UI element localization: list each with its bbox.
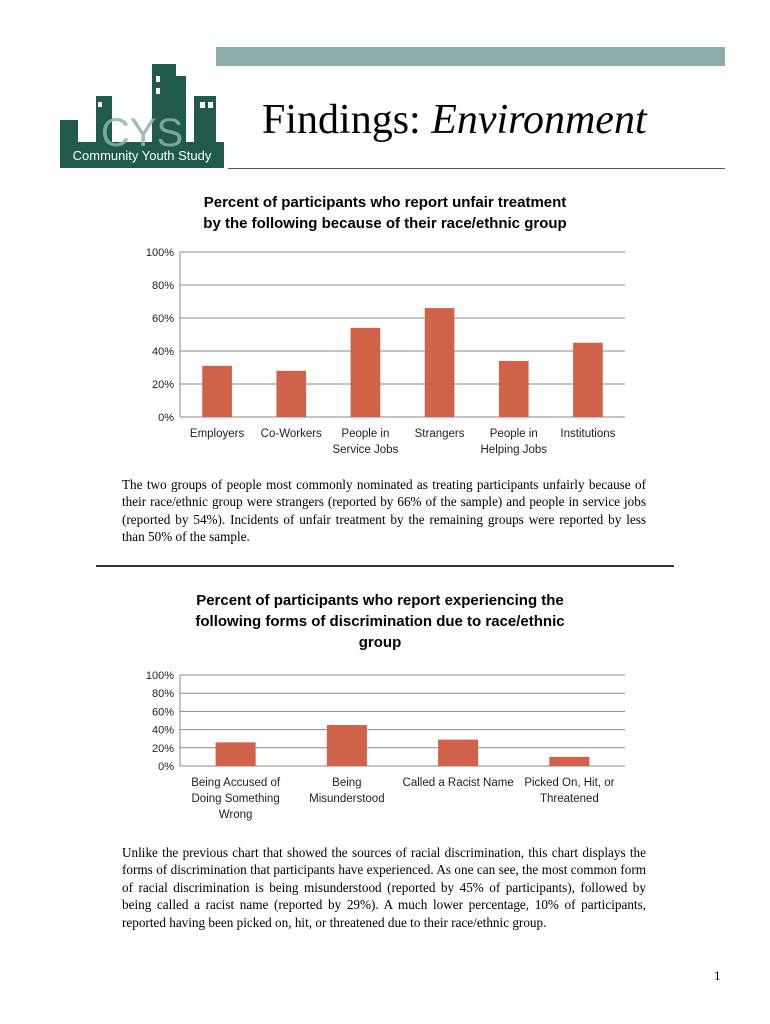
chart-1-bar (573, 343, 603, 417)
header-accent-bar (216, 47, 725, 66)
page-number: 1 (714, 968, 721, 983)
chart-1-y-tick-label: 40% (151, 346, 174, 358)
chart-1-bar (425, 308, 455, 417)
chart-2-category-label: Doing Something (191, 793, 280, 805)
chart-1-y-tick-label: 20% (151, 379, 174, 391)
chart-1-y-tick-label: 0% (158, 412, 174, 424)
chart-2-bar (438, 740, 478, 766)
chart-2-category-label: Called a Racist Name (402, 777, 514, 789)
chart-1-y-tick-label: 100% (145, 247, 174, 259)
section-divider (96, 565, 674, 567)
chart-1-title-line-2: by the following because of their race/ethnic group (203, 215, 567, 232)
chart-1-title-line-1: Percent of participants who report unfair treatment (203, 194, 567, 211)
chart-2-category-label: Threatened (539, 793, 599, 805)
chart-2-category-label: Being Accused of (191, 777, 281, 789)
chart-1-category-label: Institutions (560, 428, 616, 440)
page-title-plain: Findings: (262, 97, 432, 143)
chart-1-category-label: People in (489, 428, 538, 440)
chart-2-category-label: Misunderstood (309, 793, 385, 805)
chart-1-category-label: Employers (189, 428, 245, 440)
chart-1-category-label: Co-Workers (260, 428, 322, 440)
logo-text: Community Youth Study (72, 148, 212, 163)
chart-1-bar (351, 328, 381, 417)
chart-2-title (150, 590, 610, 653)
chart-2-title-line-2: following forms of discrimination due to race/ethnic (195, 613, 565, 630)
logo-mark: CYS (100, 111, 184, 155)
chart-2-y-tick-label: 40% (151, 724, 174, 737)
chart-1-bar (276, 371, 306, 417)
chart-1-title (150, 192, 620, 234)
chart-1-svg (120, 242, 640, 467)
chart-1-bar (202, 366, 232, 417)
page-title (262, 96, 647, 144)
chart-1-category-label: Service Jobs (332, 444, 399, 456)
cys-logo (58, 62, 228, 170)
chart-1-category-label: People in (341, 428, 390, 440)
chart-1-y-tick-label: 80% (151, 280, 174, 292)
chart-2-y-tick-label: 0% (158, 761, 174, 773)
chart-2-bar (216, 742, 256, 766)
chart-2-category-label: Picked On, Hit, or (524, 777, 615, 789)
chart-2-y-tick-label: 80% (151, 688, 174, 701)
chart-1-category-label: Strangers (414, 428, 465, 440)
chart-2-y-tick-label: 20% (151, 742, 174, 755)
chart-2-title-line-1: Percent of participants who report experiencing the (196, 592, 564, 609)
paragraph-2: Unlike the previous chart that showed the sources of racial discrimination, this chart displays the forms of discrimination that participants have experienced. As one can see, the most common form of racial discrimination is being misunderstood (reported by 45% of participants), followed by being called a racist name (reported by 29%). A much lower percentage, 10% of participants, reported having been picked on, hit, or threatened due to their race/ethnic group. (122, 845, 646, 930)
chart-2-bar (327, 725, 367, 766)
chart-2-y-tick-label: 60% (151, 706, 174, 719)
chart-2-bar (549, 757, 589, 766)
chart-2-category-label: Wrong (218, 809, 253, 821)
page-title-italic: Environment (431, 97, 647, 143)
header-divider (228, 168, 725, 169)
chart-2-svg (120, 665, 640, 830)
chart-2-y-tick-label: 100% (145, 670, 174, 682)
chart-1-y-tick-label: 60% (151, 313, 174, 325)
chart-1-bar (499, 361, 529, 417)
chart-2-title-line-3: group (358, 634, 402, 651)
chart-2-category-label: Being (332, 777, 362, 789)
paragraph-1: The two groups of people most commonly nominated as treating participants unfairly because of their race/ethnic group were strangers (reported by 66% of the sample) and people in service jobs (reported by 54%). Incidents of unfair treatment by the remaining groups were reported by less than 50% of the sample. (122, 477, 646, 545)
chart-1-category-label: Helping Jobs (480, 444, 547, 456)
